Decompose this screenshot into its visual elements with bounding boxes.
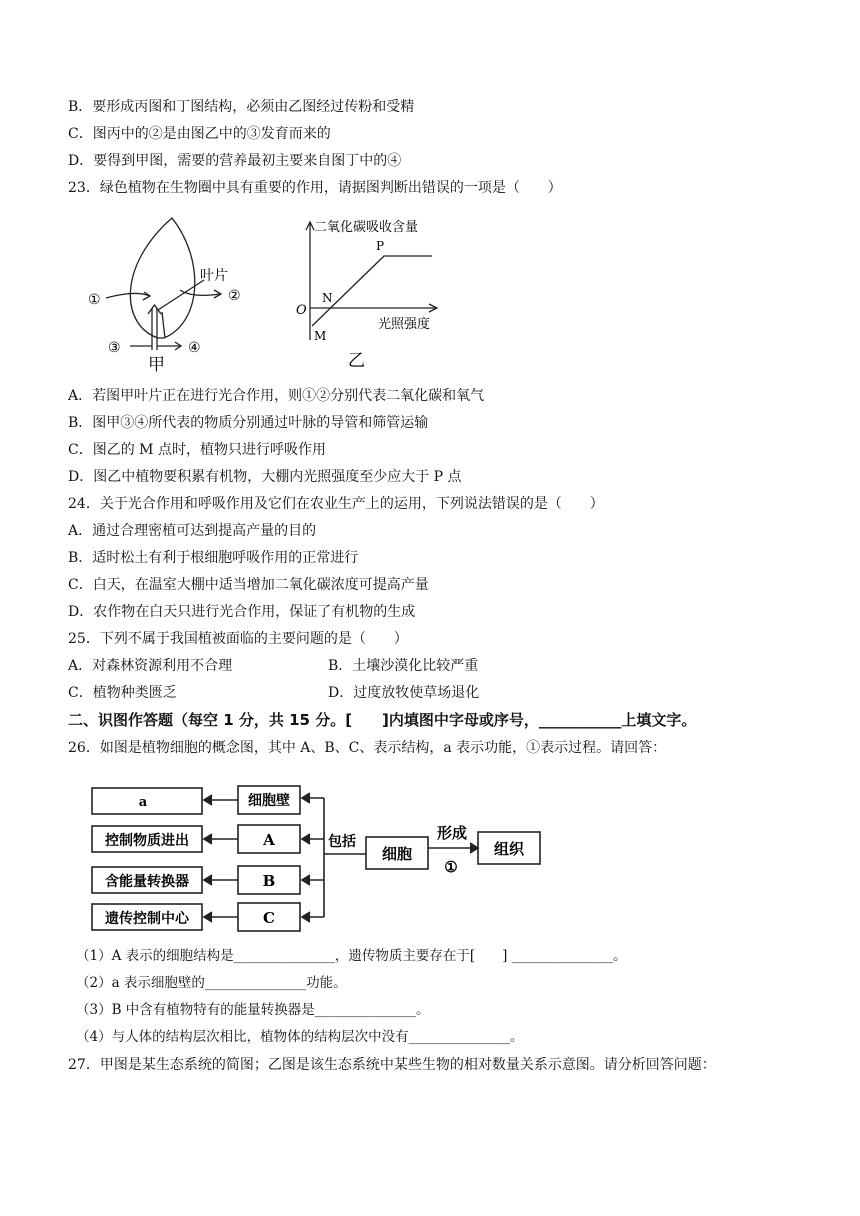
label-cell: 细胞 [381, 845, 413, 863]
q23-option-a: A．若图甲叶片正在进行光合作用，则①②分别代表二氧化碳和氧气 [68, 388, 485, 404]
q22-option-c: C．图丙中的②是由图乙中的③发育而来的 [68, 126, 331, 142]
label-C: C [263, 909, 275, 927]
marker-3: ③ [108, 340, 121, 356]
leaf-label: 叶片 [200, 268, 228, 284]
label-B: B [262, 872, 276, 890]
marker-1: ① [88, 292, 101, 308]
q22-option-d: D．要得到甲图，需要的营养最初主要来自图丁中的④ [68, 153, 402, 169]
q25-stem: 25．下列不属于我国植被面临的主要问题的是（ ） [68, 631, 408, 647]
q26-part-3: （3）B 中含有植物特有的能量转换器是_______________。 [76, 1002, 430, 1018]
label-process: ① [444, 858, 458, 876]
label-genetic: 遗传控制中心 [105, 911, 189, 927]
q23-option-b: B．图甲③④所代表的物质分别通过叶脉的导管和筛管运输 [68, 415, 429, 431]
q23-option-c: C．图乙的 M 点时，植物只进行呼吸作用 [68, 442, 326, 458]
q25-option-c: C．植物种类匮乏 [68, 685, 177, 701]
label-form: 形成 [436, 824, 468, 842]
q25-option-a: A．对森林资源利用不合理 [68, 658, 233, 674]
x-axis-label: 光照强度 [378, 317, 431, 332]
q23-option-d: D．图乙中植物要积累有机物，大棚内光照强度至少应大于 P 点 [68, 469, 462, 485]
q27-stem: 27．甲图是某生态系统的简图；乙图是该生态系统中某些生物的相对数量关系示意图。请分析回答问题： [68, 1057, 716, 1073]
point-m-label: M [314, 329, 327, 343]
label-A: A [263, 831, 275, 849]
y-axis-label: 二氧化碳吸收含量 [314, 220, 419, 235]
leaf-caption: 甲 [148, 355, 165, 375]
q24-option-b: B．适时松土有利于根细胞呼吸作用的正常进行 [68, 550, 359, 566]
q26-part-4: （4）与人体的结构层次相比，植物体的结构层次中没有_______________。 [76, 1029, 524, 1045]
label-control: 控制物质进出 [105, 833, 189, 849]
q25-option-d: D．过度放牧使草场退化 [328, 685, 480, 701]
cell-concept-map [80, 772, 560, 942]
q24-option-c: C．白天，在温室大棚中适当增加二氧化碳浓度可提高产量 [68, 577, 429, 593]
q23-stem: 23．绿色植物在生物圈中具有重要的作用，请据图判断出错误的一项是（ ） [68, 180, 562, 196]
label-wall: 细胞壁 [248, 793, 290, 809]
point-p-label: P [376, 239, 385, 253]
co2-graph [292, 214, 452, 372]
label-include: 包括 [328, 834, 356, 850]
leaf-diagram [80, 210, 270, 380]
marker-4: ④ [188, 340, 201, 356]
q22-option-b: B．要形成丙图和丁图结构，必须由乙图经过传粉和受精 [68, 99, 415, 115]
graph-caption: 乙 [348, 351, 365, 371]
section-2-heading: 二、识图作答题（每空 1 分，共 15 分。[ ]内填图中字母或序号，___________上填文字。 [68, 711, 697, 729]
q24-option-a: A．通过合理密植可达到提高产量的目的 [68, 523, 317, 539]
q25-option-b: B．土壤沙漠化比较严重 [328, 658, 479, 674]
q24-stem: 24．关于光合作用和呼吸作用及它们在农业生产上的运用，下列说法错误的是（ ） [68, 496, 604, 512]
origin-label: O [296, 303, 307, 318]
q26-stem: 26．如图是植物细胞的概念图，其中 A、B、C、表示结构，a 表示功能，①表示过程。请回答： [68, 740, 667, 756]
marker-2: ② [228, 288, 241, 304]
label-a: a [138, 795, 148, 810]
label-energy: 含能量转换器 [105, 874, 189, 890]
q24-option-d: D．农作物在白天只进行光合作用，保证了有机物的生成 [68, 604, 416, 620]
point-n-label: N [322, 291, 333, 305]
q26-part-1: （1）A 表示的细胞结构是_______________，遗传物质主要存在于[ ] _______________。 [76, 948, 627, 964]
q26-part-2: （2）a 表示细胞壁的_______________功能。 [76, 975, 347, 991]
label-tissue: 组织 [493, 840, 525, 858]
